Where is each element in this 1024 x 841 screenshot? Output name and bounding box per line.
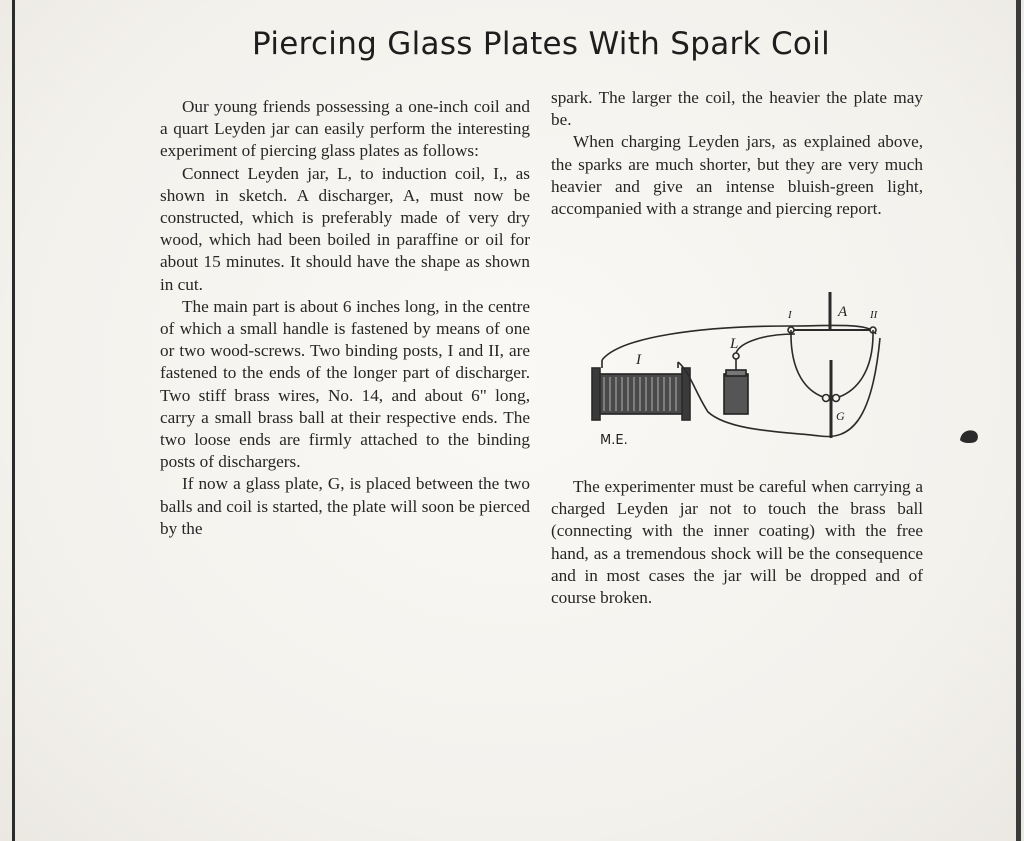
apparatus-illustration: [580, 282, 900, 462]
leyden-jar: [724, 374, 748, 414]
right-column-bottom: [551, 476, 923, 609]
paragraph-glass-plate: If now a glass plate, G, is placed between the two balls and coil is started, the plate will soon be pierced by the: [160, 474, 530, 538]
induction-coil: [598, 374, 684, 414]
article-title: Piercing Glass Plates With Spark Coil: [252, 26, 830, 62]
paragraph-main-part: The main part is about 6 inches long, in the centre of which a small handle is fastened by means of one or two wood-screws. Two binding posts, I and II, are fastened to the ends of the longer part of discharger. Two stiff brass wires, No. 14, and about 6" long, carry a small brass ball at their respective ends. The two loose ends are firmly attached to the binding posts of dischargers.: [160, 296, 530, 472]
label-coil: I: [636, 352, 641, 368]
label-discharger: A: [838, 304, 848, 320]
label-glass: G: [836, 409, 845, 423]
paragraph-continuation: spark. The larger the coil, the heavier the plate may be.: [551, 88, 923, 130]
paragraph-intro: Our young friends possessing a one-inch coil and a quart Leyden jar can easily perform the interesting experiment of piercing glass plates as follows:: [160, 97, 530, 161]
label-jar: L: [730, 336, 739, 352]
left-column: [160, 96, 530, 540]
label-post-two: II: [870, 309, 878, 321]
paragraph-caution: The experimenter must be careful when carrying a charged Leyden jar not to touch the brass ball (connecting with the inner coating) with the free hand, as a tremendous shock will be the consequence and in most cases the jar will be dropped and of course broken.: [551, 477, 923, 608]
ink-smudge: [958, 428, 980, 444]
page-left-edge: [12, 0, 15, 841]
right-column-top: [551, 87, 923, 220]
page-right-edge: [1016, 0, 1021, 841]
paragraph-connect: Connect Leyden jar, L, to induction coil, I,, as shown in sketch. A discharger, A, must now be constructed, which is preferably made of very dry wood, which had been boiled in paraffine or oil for about 15 minutes. It should have the shape as shown in cut.: [160, 163, 530, 294]
label-initials: M.E.: [600, 433, 628, 448]
paragraph-charging: When charging Leyden jars, as explained above, the sparks are much shorter, but they are very much heavier and give an intense bluish-green light, accompanied with a strange and piercing report.: [551, 132, 923, 219]
label-post-one: I: [788, 309, 792, 321]
